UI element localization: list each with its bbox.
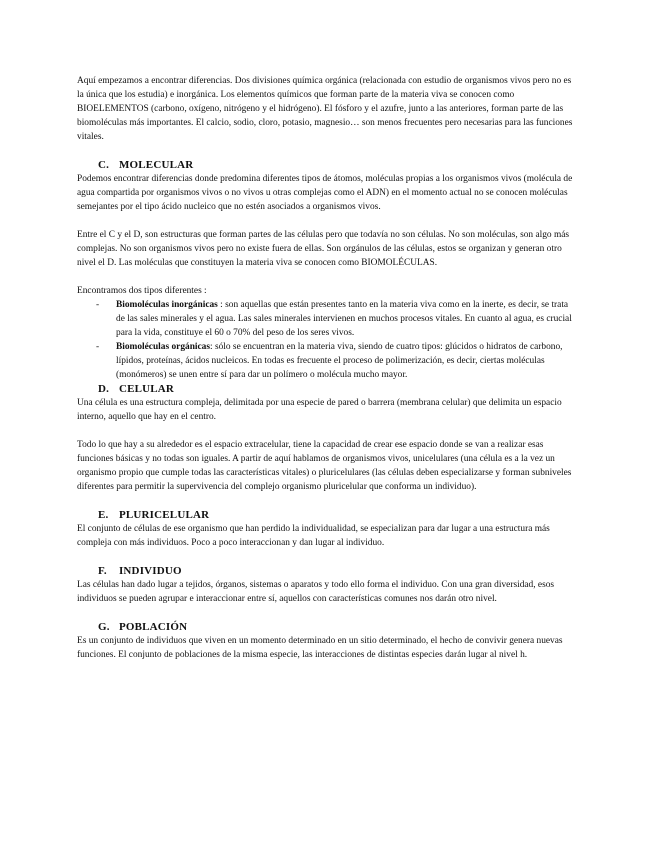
list-dash: - [96, 342, 100, 352]
section-heading-molecular [77, 158, 577, 172]
list-item-text: : son aquellas que están presentes tanto en la materia viva como en la inerte, es decir, se trata de las sales minerales y el agua. Las sales minerales intervienen en muchos procesos vitales. En cuanto al agua, es crucial para la vida, constituye el 60 o 70% del peso de los seres vivos. [116, 300, 572, 338]
section-letter: E. [98, 509, 109, 521]
section-letter: D. [98, 383, 110, 395]
section-letter: C. [98, 159, 110, 171]
celular-paragraph-2: Todo lo que hay a su alrededor es el espacio extracelular, tiene la capacidad de crear ese espacio donde se van a realizar esas funciones básicas y no todas son iguales. A partir de aquí hablamos de organismos vivos, unicelulares (una célula es a la vez un organismo propio que cumple todas las características vitales) o pluricelulares (las células deben especializarse y forman subniveles diferentes para permitir la supervivencia del complejo organismo pluricelular que conforma un individuo). [77, 440, 572, 492]
poblacion-paragraph: Es un conjunto de individuos que viven en un momento determinado en un sitio determinado, el hecho de convivir genera nuevas funciones. El conjunto de poblaciones de la misma especie, las interacciones de distintas especies darán lugar al nivel h. [77, 636, 563, 660]
section-letter: G. [98, 621, 110, 633]
section-title: POBLACIÓN [118, 621, 188, 633]
list-item [77, 298, 577, 340]
section-title: CELULAR [118, 383, 175, 395]
molecular-paragraph-2: Entre el C y el D, son estructuras que forman partes de las células pero que todavía no son células. No son moléculas, son algo más complejas. No son organismos vivos pero no existe fuera de ellas. Son orgánulos de las células, estos se organizan y generan otro nivel el D. Las moléculas que constituyen la materia viva se conocen como BIOMOLÉCULAS. [77, 230, 570, 268]
section-heading-poblacion [77, 620, 577, 634]
individuo-paragraph: Las células han dado lugar a tejidos, órganos, sistemas o aparatos y todo ello forma el individuo. Con una gran diversidad, esos individuos se pueden agrupar e interaccionar entre sí, aquellos con características comunes nos darán otro nivel. [77, 580, 555, 604]
section-heading-celular [77, 382, 577, 396]
section-heading-pluricelular [77, 508, 577, 522]
list-item [77, 340, 577, 382]
intro-paragraph: Aquí empezamos a encontrar diferencias. Dos divisiones química orgánica (relacionada con estudio de organismos vivos pero no es la única que los estudia) e inorgánica. Los elementos químicos que forman parte de la materia viva se conocen como BIOELEMENTOS (carbono, oxígeno, nitrógeno y el hidrógeno). El fósforo y el azufre, junto a las anteriores, forman parte de las biomoléculas más importantes. El calcio, sodio, cloro, potasio, magnesio… son menos frecuentes pero necesarias para las funciones vitales. [77, 76, 573, 142]
section-letter: F. [98, 565, 107, 577]
pluricelular-paragraph: El conjunto de células de ese organismo que han perdido la individualidad, se especializan para dar lugar a una estructura más compleja con más individuos. Poco a poco interaccionan y dan lugar al individuo. [77, 524, 550, 548]
molecular-list-intro: Encontramos dos tipos diferentes : [77, 286, 207, 296]
document-page [77, 74, 577, 662]
molecular-paragraph-1: Podemos encontrar diferencias donde predomina diferentes tipos de átomos, moléculas propias a los organismos vivos (molécula de agua compartida por organismos vivos o no vivos u otras complejas como el ADN) en el momento actual no se conocen moléculas semejantes por el tipo ácido nucleico que no estén asociados a organismos vivos. [77, 174, 573, 212]
section-title: MOLECULAR [118, 159, 194, 171]
section-title: PLURICELULAR [118, 509, 210, 521]
list-item-term: Biomoléculas inorgánicas [116, 300, 218, 310]
list-item-text: : sólo se encuentran en la materia viva, siendo de cuatro tipos: glúcidos o hidratos de carbono, lípidos, proteínas, ácidos nucleicos. En todas es frecuente el proceso de polimerización, es decir, ciertas moléculas (monómeros) se unen entre sí para dar un polímero o molécula mucho mayor. [116, 342, 563, 380]
biomolecule-list [77, 298, 577, 382]
section-heading-individuo [77, 564, 577, 578]
list-item-term: Biomoléculas orgánicas [116, 342, 211, 352]
section-title: INDIVIDUO [118, 565, 182, 577]
celular-paragraph-1: Una célula es una estructura compleja, delimitada por una especie de pared o barrera (membrana celular) que delimita un espacio interno, aquello que hay en el centro. [77, 398, 562, 422]
list-dash: - [96, 300, 100, 310]
